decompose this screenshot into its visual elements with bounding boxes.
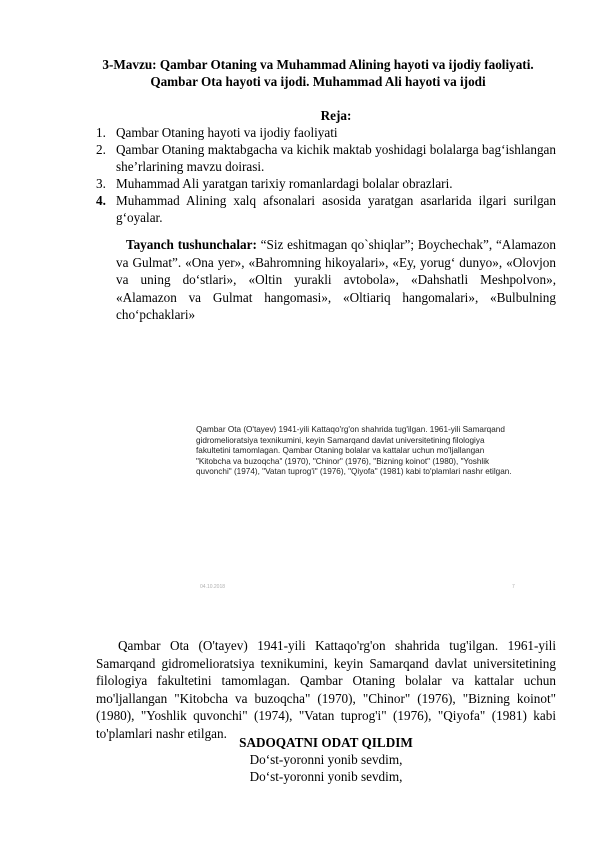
plan-list [96,124,556,226]
key-concepts-label: Tayanch tushunchalar: [126,237,257,252]
plan-heading: Reja: [320,108,352,123]
plan-item-number: 2. [96,142,106,157]
key-concepts-text: “Siz eshitmagan qo`shiqlar”; Boychechak”, “Alamazon va Gulmat”. «Ona yer», «Bahromning hikoyalari», «Ey, yorug‘ dunyo», «Olovjon va uning do‘stlari», «Oltin yurakli avtobola», «Dahshatli Meshpolvon», «Alamazon va Gulmat hangomasi», «Oltiariq hangomalari», «Bulbulning cho‘pchaklari» [116,237,556,322]
plan-item [96,141,556,175]
plan-item-text: Qambar Otaning hayoti va ijodiy faoliyati [116,125,338,140]
plan-item-number: 4. [96,193,106,208]
poem-title: SADOQATNI ODAT QILDIM [239,735,413,750]
title-line-2: Qambar Ota hayoti va ijodi. Muhammad Ali hayoti va ijodi [150,74,486,89]
title-line-1: 3-Mavzu: Qambar Otaning va Muhammad Alining hayoti va ijodiy faoliyati. [102,57,534,72]
page-title [40,56,596,90]
poem-line: Do‘st-yoronni yonib sevdim, [249,752,403,767]
plan-item-text: Muhammad Alining xalq afsonalari asosida yaratgan asarlarida ilgari surilgan g‘oyalar. [116,193,556,225]
slide-page-number: 7 [512,584,515,590]
slide-text: Qambar Ota (O'tayev) 1941-yili Kattaqo'rg'on shahrida tug'ilgan. 1961-yili Samarqand gidromelioratsiya texnikumini, keyin Samarqand davlat universitetining filologiya fakultetini tamomlagan. Qambar Otaning bolalar va kattalar uchun mo'ljallangan "Kitobcha va buzoqcha" (1970), "Chinor" (1976), "Bizning koinot" (1980), "Yoshlik quvonchi" (1974), "Vatan tuprog'i" (1976), "Qiyofa" (1981) kabi to'plamlari nashr etilgan. [196,425,512,477]
poem-line: Do‘st-yoronni yonib sevdim, [249,769,403,784]
key-concepts-paragraph [116,236,556,324]
plan-item [96,124,556,141]
plan-item-number: 1. [96,125,106,140]
plan-item [96,192,556,226]
plan-item-text: Qambar Otaning maktabgacha va kichik maktab yoshidagi bolalarga bag‘ishlangan she’rlarining mavzu doirasi. [116,142,556,174]
plan-item-text: Muhammad Ali yaratgan tarixiy romanlardagi bolalar obrazlari. [116,176,453,191]
plan-item-number: 3. [96,176,106,191]
slide-date: 04.10.2018 [200,584,226,590]
plan-item [96,175,556,192]
biography-paragraph: Qambar Ota (O'tayev) 1941-yili Kattaqo'rg'on shahrida tug'ilgan. 1961-yili Samarqand gidromelioratsiya texnikumini, keyin Samarqand davlat universitetining filologiya fakultetini tamomlagan. Qambar Otaning bolalar va kattalar uchun mo'ljallangan "Kitobcha va buzoqcha" (1970), "Chinor" (1976), "Bizning koinot" (1980), "Yoshlik quvonchi" (1974), "Vatan tuprog'i" (1976), "Qiyofa" (1981) kabi to'plamlari nashr etilgan. [96,638,556,741]
